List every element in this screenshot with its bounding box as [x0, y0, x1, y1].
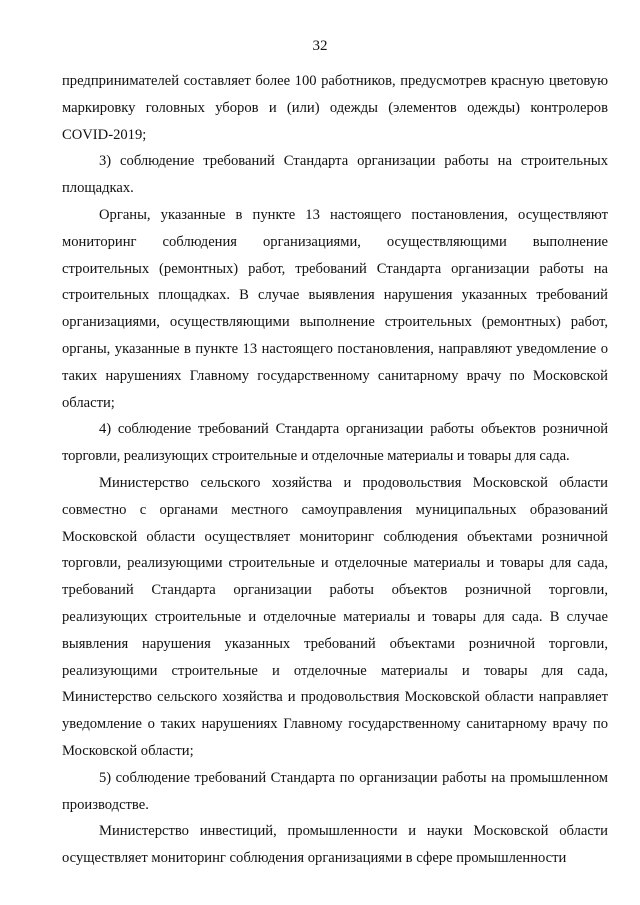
paragraph-item-4: 4) соблюдение требований Стандарта организации работы объектов розничной торговли, реализующих строительные и отделочные материалы и товары для сада. [62, 421, 608, 465]
page-number: 32 [312, 38, 328, 54]
paragraph-continuation: предпринимателей составляет более 100 работников, предусмотрев красную цветовую маркировку головных уборов и (или) одежды (элементов одежды) контролеров COVID-2019; [62, 73, 608, 143]
paragraph-agriculture-ministry: Министерство сельского хозяйства и продовольствия Московской области совместно с органами местного самоуправления муниципальных образований Московской области осуществляет мониторинг соблюдения объектами розничной торговли, реализующими строительные и отделочные материалы и товары для сада, требований Стандарта организации работы объектов розничной торговли, реализующих строительные и отделочные материалы и товары для сада. В случае выявления нарушения указанных требований объектами розничной торговли, реализующими строительные и отделочные материалы и товары для сада, Министерство сельского хозяйства и продовольствия Московской области направляет уведомление о таких нарушениях Главному государственному санитарному врачу по Московской области; [62, 474, 608, 759]
document-body [62, 68, 608, 872]
paragraph-construction-monitoring: Органы, указанные в пункте 13 настоящего постановления, осуществляют мониторинг соблюдения организациями, осуществляющими выполнение строительных (ремонтных) работ, требований Стандарта организации работы на строительных площадках. В случае выявления нарушения указанных требований организациями, осуществляющими выполнение строительных (ремонтных) работ, органы, указанные в пункте 13 настоящего постановления, направляют уведомление о таких нарушениях Главному государственному санитарному врачу по Московской области; [62, 206, 608, 411]
paragraph-item-5: 5) соблюдение требований Стандарта по организации работы на промышленном производстве. [62, 769, 608, 813]
paragraph-item-3: 3) соблюдение требований Стандарта организации работы на строительных площадках. [62, 153, 608, 197]
paragraph-investment-ministry: Министерство инвестиций, промышленности и науки Московской области осуществляет мониторинг соблюдения организациями в сфере промышленности [62, 823, 608, 867]
